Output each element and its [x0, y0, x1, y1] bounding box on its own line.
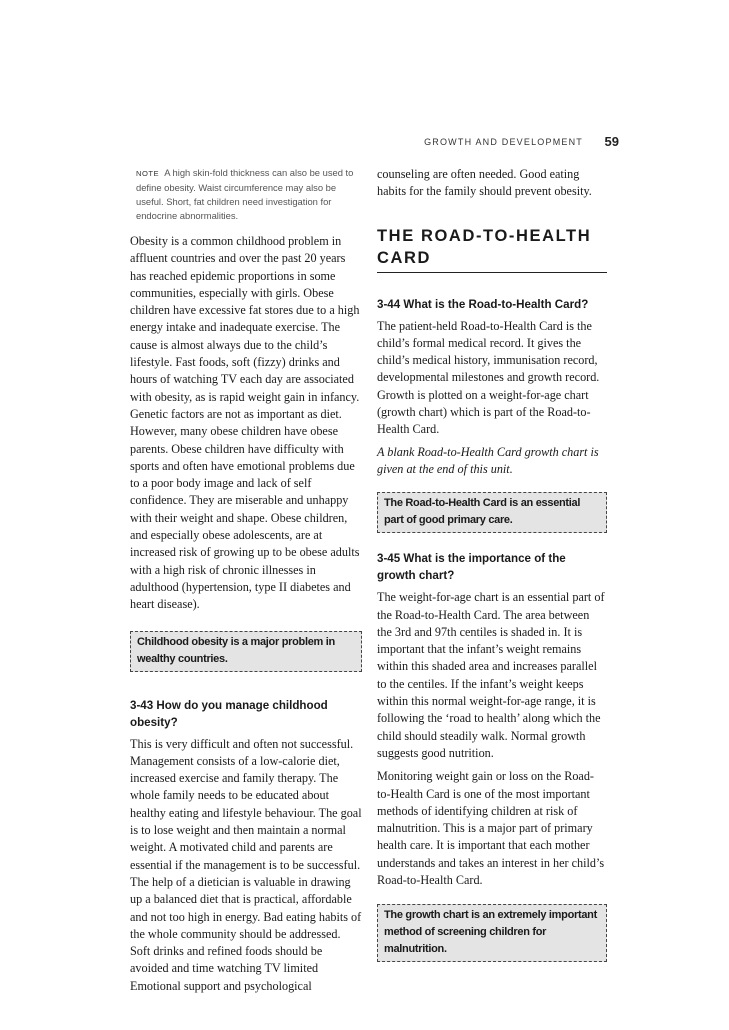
question-3-45: 3-45 What is the importance of the growth chart? — [377, 552, 566, 583]
obesity-callout: Childhood obesity is a major problem in wealthy countries. — [130, 631, 362, 672]
page-number: 59 — [604, 134, 619, 149]
management-paragraph: This is very difficult and often not successful. Management consists of a low-calorie diet, increased exercise and family therapy. The whole family needs to be educated about healthy eating and lifestyle behaviour. The goal is to lose weight and then maintain a normal weight. A motivated child and parents are essential if the management is to be successful. The help of a dietician is valuable in drawing up a balanced diet that is practical, affordable and not too high in energy. Bad eating habits of the whole community should be addressed. Soft drinks and refined foods should be avoided and time watching TV limited Emotional support and psychological — [130, 736, 362, 993]
road-to-health-paragraph: The patient-held Road-to-Health Card is the child’s formal medical record. It gives the child’s medical history, immunisation record, developmental milestones and growth record. Growth is plotted on a weight-for-age chart (growth chart) which is part of the Road-to-Health Card. — [377, 318, 600, 437]
screening-callout: The growth chart is an extremely important method of screening children for malnutrition. — [377, 904, 607, 962]
left-column — [130, 166, 362, 995]
monitoring-paragraph: Monitoring weight gain or loss on the Road-to-Health Card is one of the most important methods of identifying children at risk of malnutrition. This is a major part of primary health care. It is important that each mother understands and takes an interest in her child’s Road-to-Health Card. — [377, 769, 605, 888]
continued-paragraph: counseling are often needed. Good eating habits for the family should prevent obesity. — [377, 167, 592, 199]
growth-chart-paragraph: The weight-for-age chart is an essential part of the Road-to-Health Card. The area between the 3rd and 97th centiles is shaded in. It is important that the infant’s weight remains within this shaded area and increases parallel to the centiles. If the infant’s weight keeps within this normal weight-for-age range, it is following the ‘road to health’ along which the child should steadily walk. Normal growth suggests good nutrition. — [377, 590, 605, 760]
note-box — [136, 166, 362, 223]
obesity-paragraph: Obesity is a common childhood problem in affluent countries and over the past 20 years has reached epidemic proportions in some communities, especially with girls. Obese children have excessive fat stores due to a high energy intake and inadequate exercise. The cause is almost always due to the child’s lifestyle. Fast foods, soft (fizzy) drinks and hours of watching TV each day are associated with obesity, as is rapid weight gain in infancy. Genetic factors are not as important as diet. However, many obese children have obese parents. Obese children have difficulty with sports and often have emotional problems due to a poor body image and lack of self confidence. They are miserable and unhappy with their weight and shape. Obese children, and especially obese adolescents, are at increased risk of growing up to be obese adults with a high risk of chronic illnesses in adulthood (hypertension, type II diabetes and heart disease). — [130, 234, 360, 612]
running-title: GROWTH AND DEVELOPMENT — [424, 137, 583, 147]
note-text: A high skin-fold thickness can also be used to define obesity. Waist circumference may also be useful. Short, fat children need investigation for endocrine abnormalities. — [136, 167, 354, 221]
note-label: NOTE — [136, 169, 160, 178]
right-column — [377, 166, 607, 962]
section-title: THE ROAD-TO-HEALTH CARD — [377, 225, 607, 273]
page-header — [0, 134, 619, 154]
question-3-44: 3-44 What is the Road-to-Health Card? — [377, 297, 589, 311]
growth-chart-note: A blank Road-to-Health Card growth chart is given at the end of this unit. — [377, 444, 599, 476]
primary-care-callout: The Road-to-Health Card is an essential part of good primary care. — [377, 492, 607, 533]
question-3-43: 3-43 How do you manage childhood obesity? — [130, 698, 328, 729]
